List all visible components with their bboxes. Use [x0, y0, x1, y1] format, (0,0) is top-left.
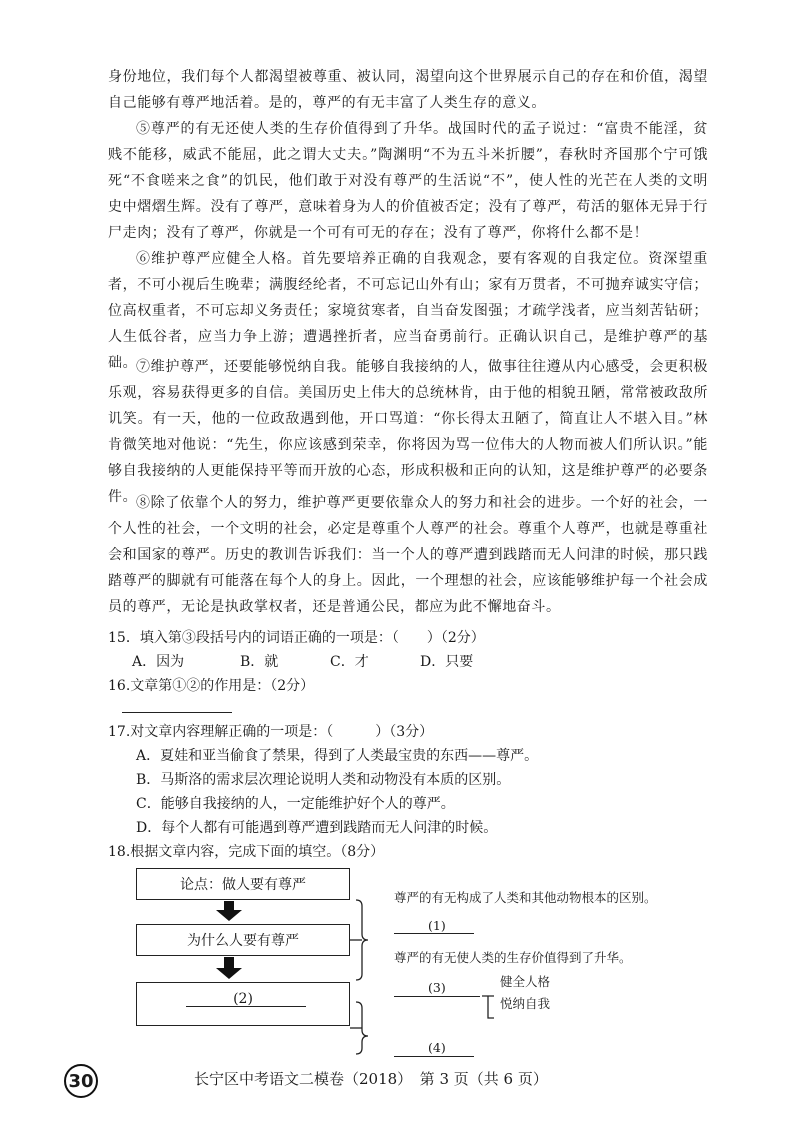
paragraph-6: ⑥维护尊严应健全人格。首先要培养正确的自我观念，要有客观的自我定位。资深望重者，不可小视后生晚辈；满腹经纶者，不可忘记山外有山；家有万贯者，不可抛弃诚实守信；位高权重者，不可忘却义务责任；家境贫寒者，自当奋发图强；才疏学浅者，应当刻苦钻研；人生低谷者，应当力争上游；遭遇挫折者，应当奋勇前行。正确认识自己，是维护尊严的基础。: [108, 251, 708, 371]
bracket-sub: [482, 996, 494, 1018]
question-15-option-d[interactable]: D．只要: [420, 654, 474, 670]
blank-1-label: (1): [428, 918, 446, 933]
flow-box-why: 为什么人要有尊严: [136, 924, 350, 956]
blank-4-line[interactable]: [394, 1056, 474, 1057]
question-15-option-a[interactable]: A．因为: [132, 654, 185, 670]
flow-box-thesis: 论点：做人要有尊严: [136, 868, 350, 900]
blank-3-line[interactable]: [394, 996, 480, 997]
reason-3-text: 尊严的有无使人类的生存价值得到了升华。: [394, 950, 632, 965]
sub-point-1: 健全人格: [500, 974, 551, 989]
blank-2-label: (2): [233, 991, 253, 1007]
question-17-stem: 17.对文章内容理解正确的一项是：（ ）（3分）: [108, 724, 434, 740]
paragraph-5: ⑤尊严的有无还使人类的生存价值得到了升华。战国时代的孟子说过：“富贵不能淫，贫贱不能移，威武不能屈，此之谓大丈夫。”陶渊明“不为五斗米折腰”，春秋时齐国那个宁可饿死“不食嗟来之食”的饥民，他们敢于对没有尊严的生活说“不”，使人性的光芒在人类的文明史中熠熠生辉。没有了尊严，意味着身为人的价值被否定；没有了尊严，苟活的躯体无异于行尸走肉；没有了尊严，你就是一个可有可无的存在；没有了尊严，你将什么都不是！: [108, 121, 708, 241]
page-badge: 30: [64, 1064, 98, 1098]
blank-1-line[interactable]: [394, 933, 474, 934]
paragraph-8: ⑧除了依靠个人的努力，维护尊严更要依靠众人的努力和社会的进步。一个好的社会，一个人性的社会，一个文明的社会，必定是尊重个人尊严的社会。尊重个人尊严，也就是尊重社会和国家的尊严。历史的教训告诉我们：当一个人的尊严遭到践踏而无人问津的时候，那只践踏尊严的脚就有可能落在每个人的身上。因此，一个理想的社会，应该能够维护每一个社会成员的尊严，无论是执政掌权者，还是普通公民，都应为此不懈地奋斗。: [108, 495, 708, 615]
blank-4-label: (4): [428, 1040, 446, 1055]
sub-point-2: 悦纳自我: [500, 996, 551, 1011]
reason-1-text: 尊严的有无构成了人类和其他动物根本的区别。: [394, 890, 657, 905]
question-17-option-d[interactable]: D．每个人都有可能遇到尊严遭到践踏而无人问津的时候。: [136, 820, 498, 836]
question-17-option-b[interactable]: B．马斯洛的需求层次理论说明人类和动物没有本质的区别。: [136, 772, 511, 788]
question-15-option-b[interactable]: B．就: [240, 654, 279, 670]
paragraph-continued: 身份地位，我们每个人都渴望被尊重、被认同，渴望向这个世界展示自己的存在和价值，渴望自己能够有尊严地活着。是的，尊严的有无丰富了人类生存的意义。: [108, 69, 708, 111]
page-footer: 长宁区中考语文二模卷（2018） 第 3 页（共 6 页）: [194, 1070, 548, 1088]
question-15-stem: 15．填入第③段括号内的词语正确的一项是：（ ）（2分）: [108, 630, 485, 646]
question-17-option-a[interactable]: A．夏娃和亚当偷食了禁果，得到了人类最宝贵的东西——尊严。: [136, 748, 539, 764]
question-16-stem: 16.文章第①②的作用是：（2分）: [108, 678, 315, 694]
paragraph-7: ⑦维护尊严，还要能够悦纳自我。能够自我接纳的人，做事往往遵从内心感受，会更积极乐观，容易获得更多的自信。美国历史上伟大的总统林肯，由于他的相貌丑陋，常常被政敌所讥笑。有一天，他的一位政敌遇到他，开口骂道：“你长得太丑陋了，简直让人不堪入目。”林肯微笑地对他说：“先生，你应该感到荣幸，你将因为骂一位伟大的人物而被人们所认识。”能够自我接纳的人更能保持平等而开放的心态，形成积极和正向的认知，这是维护尊严的必要条件。: [108, 359, 708, 505]
question-17-option-c[interactable]: C．能够自我接纳的人，一定能维护好个人的尊严。: [136, 796, 455, 812]
question-18-stem: 18.根据文章内容，完成下面的填空。（8分）: [108, 844, 385, 860]
blank-3-label: (3): [428, 980, 446, 995]
question-15-option-c[interactable]: C．才: [330, 654, 369, 670]
